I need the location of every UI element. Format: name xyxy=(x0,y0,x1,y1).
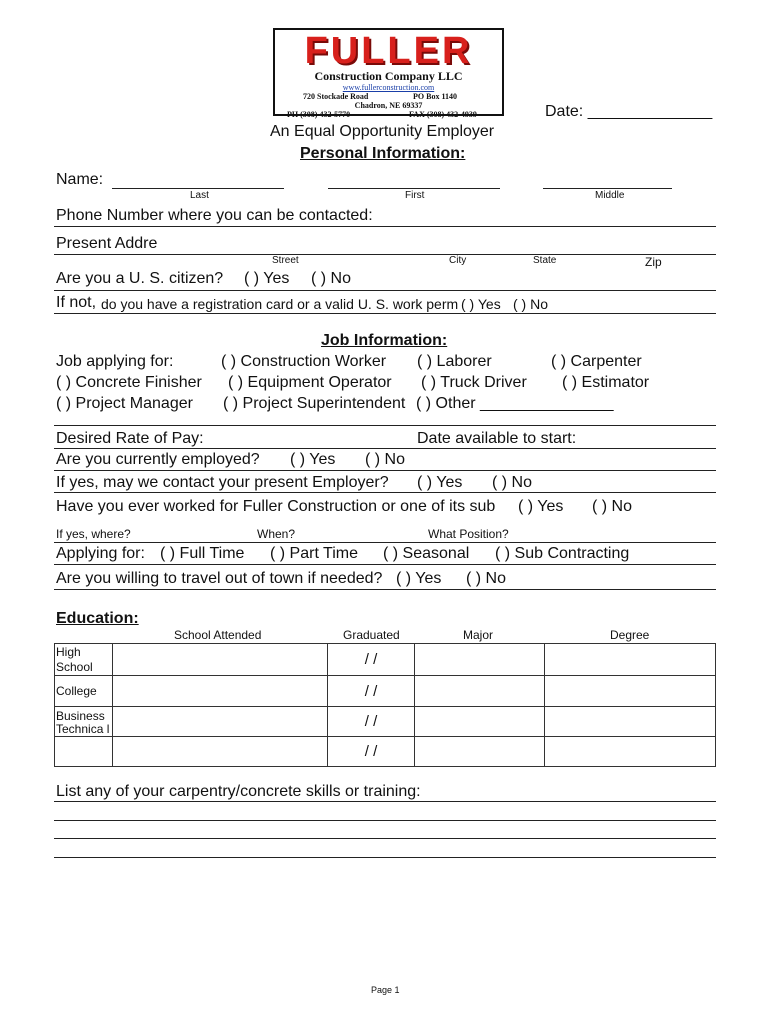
graduated-cell[interactable]: / / xyxy=(327,737,415,767)
contact-no-option[interactable]: ( ) No xyxy=(492,474,532,491)
skills-line[interactable] xyxy=(54,857,716,858)
logo-city: Chadron, NE 69337 xyxy=(354,101,423,110)
degree-cell[interactable] xyxy=(545,676,716,707)
option-project-manager[interactable]: ( ) Project Manager xyxy=(56,395,193,412)
where-label: If yes, where? xyxy=(56,527,131,541)
school-cell[interactable] xyxy=(112,644,327,676)
skills-line[interactable] xyxy=(54,820,716,821)
logo-website: www.fullerconstruction.com xyxy=(342,83,435,92)
option-seasonal[interactable]: ( ) Seasonal xyxy=(383,545,470,562)
option-project-superintendent[interactable]: ( ) Project Superintendent xyxy=(223,395,406,412)
school-cell[interactable] xyxy=(112,737,327,767)
first-caption: First xyxy=(405,190,425,201)
skills-label: List any of your carpentry/concrete skills or training: xyxy=(56,783,421,800)
first-name-line[interactable] xyxy=(328,188,500,189)
last-name-line[interactable] xyxy=(112,188,284,189)
citizen-label: Are you a U. S. citizen? xyxy=(56,270,224,287)
middle-name-line[interactable] xyxy=(543,188,672,189)
divider xyxy=(54,589,716,590)
row-label: High School xyxy=(55,644,113,676)
logo-fax: FAX (308) 432-4939 xyxy=(409,110,477,119)
option-carpenter[interactable]: ( ) Carpenter xyxy=(551,353,642,370)
work-permit-no-option[interactable]: ( ) No xyxy=(513,296,548,312)
divider xyxy=(54,425,716,426)
major-cell[interactable] xyxy=(415,737,545,767)
table-row xyxy=(55,737,716,767)
divider xyxy=(54,313,716,314)
citizen-yes-option[interactable]: ( ) Yes xyxy=(244,270,290,287)
option-equipment-operator[interactable]: ( ) Equipment Operator xyxy=(228,374,392,391)
employed-no-option[interactable]: ( ) No xyxy=(365,451,405,468)
state-caption: State xyxy=(533,255,557,266)
option-laborer[interactable]: ( ) Laborer xyxy=(417,353,492,370)
school-cell[interactable] xyxy=(112,676,327,707)
row-label xyxy=(55,737,113,767)
major-cell[interactable] xyxy=(415,707,545,737)
rate-line[interactable] xyxy=(54,448,716,449)
date-available-label: Date available to start: xyxy=(417,430,577,447)
name-label: Name: xyxy=(56,171,104,188)
logo-pobox: PO Box 1140 xyxy=(413,92,458,101)
logo-brand: FULLER xyxy=(304,30,473,72)
header-school: School Attended xyxy=(174,628,262,642)
travel-yes-option[interactable]: ( ) Yes xyxy=(396,570,442,587)
street-caption: Street xyxy=(272,255,299,266)
degree-cell[interactable] xyxy=(545,644,716,676)
city-caption: City xyxy=(449,255,467,266)
address-line[interactable] xyxy=(54,254,716,255)
worked-before-label: Have you ever worked for Fuller Construction or one of its sub xyxy=(56,498,496,515)
row-label: College xyxy=(55,676,113,707)
divider xyxy=(54,564,716,565)
where-line[interactable] xyxy=(54,542,716,543)
header-major: Major xyxy=(463,628,494,642)
header-graduated: Graduated xyxy=(343,628,400,642)
employed-yes-option[interactable]: ( ) Yes xyxy=(290,451,336,468)
citizen-no-option[interactable]: ( ) No xyxy=(311,270,351,287)
table-row xyxy=(55,676,716,707)
date-field[interactable]: Date: ______________ xyxy=(545,103,713,120)
employed-label: Are you currently employed? xyxy=(56,451,260,468)
address-label: Present Addre xyxy=(56,235,158,252)
header-degree: Degree xyxy=(610,628,650,642)
work-permit-question: do you have a registration card or a valid U. S. work perm xyxy=(101,296,459,312)
major-cell[interactable] xyxy=(415,676,545,707)
degree-cell[interactable] xyxy=(545,707,716,737)
divider xyxy=(54,290,716,291)
job-applying-label: Job applying for: xyxy=(56,353,174,370)
option-full-time[interactable]: ( ) Full Time xyxy=(160,545,245,562)
middle-caption: Middle xyxy=(595,190,625,201)
worked-no-option[interactable]: ( ) No xyxy=(592,498,632,515)
table-row xyxy=(55,644,716,676)
job-info-title: Job Information: xyxy=(321,332,448,349)
travel-label: Are you willing to travel out of town if needed? xyxy=(56,570,383,587)
graduated-cell[interactable]: / / xyxy=(327,676,415,707)
contact-yes-option[interactable]: ( ) Yes xyxy=(417,474,463,491)
option-other[interactable]: ( ) Other _______________ xyxy=(416,395,614,412)
phone-line[interactable] xyxy=(54,226,716,227)
rate-of-pay-label: Desired Rate of Pay: xyxy=(56,430,204,447)
school-cell[interactable] xyxy=(112,707,327,737)
row-label: Business Technica l xyxy=(55,707,113,737)
travel-no-option[interactable]: ( ) No xyxy=(466,570,506,587)
work-permit-yes-option[interactable]: ( ) Yes xyxy=(461,296,501,312)
logo-address: 720 Stockade Road xyxy=(303,92,369,101)
eeo-statement: An Equal Opportunity Employer xyxy=(270,123,495,140)
last-caption: Last xyxy=(190,190,209,201)
when-label: When? xyxy=(257,527,296,541)
graduated-cell[interactable]: / / xyxy=(327,644,415,676)
company-logo xyxy=(273,28,504,119)
logo-phone: PH (308) 432-5770 xyxy=(287,110,351,119)
divider xyxy=(54,492,716,493)
applying-for-label: Applying for: xyxy=(56,545,145,562)
option-estimator[interactable]: ( ) Estimator xyxy=(562,374,650,391)
skills-line[interactable] xyxy=(54,838,716,839)
education-table xyxy=(54,643,716,767)
major-cell[interactable] xyxy=(415,644,545,676)
personal-info-title: Personal Information: xyxy=(300,145,466,162)
option-part-time[interactable]: ( ) Part Time xyxy=(270,545,359,562)
position-label: What Position? xyxy=(428,527,509,541)
zip-caption: Zip xyxy=(645,255,662,269)
contact-employer-label: If yes, may we contact your present Employer? xyxy=(56,474,389,491)
worked-yes-option[interactable]: ( ) Yes xyxy=(518,498,564,515)
table-row xyxy=(55,707,716,737)
degree-cell[interactable] xyxy=(545,737,716,767)
logo-company: Construction Company LLC xyxy=(314,69,463,83)
divider xyxy=(54,470,716,471)
page-number: Page 1 xyxy=(371,985,400,995)
ifnot-lead: If not, xyxy=(56,294,97,311)
option-sub-contracting[interactable]: ( ) Sub Contracting xyxy=(495,545,630,562)
education-title: Education: xyxy=(56,610,139,627)
option-construction-worker[interactable]: ( ) Construction Worker xyxy=(221,353,387,370)
option-concrete-finisher[interactable]: ( ) Concrete Finisher xyxy=(56,374,202,391)
phone-label: Phone Number where you can be contacted: xyxy=(56,207,373,224)
graduated-cell[interactable]: / / xyxy=(327,707,415,737)
option-truck-driver[interactable]: ( ) Truck Driver xyxy=(421,374,527,391)
skills-line[interactable] xyxy=(54,801,716,802)
